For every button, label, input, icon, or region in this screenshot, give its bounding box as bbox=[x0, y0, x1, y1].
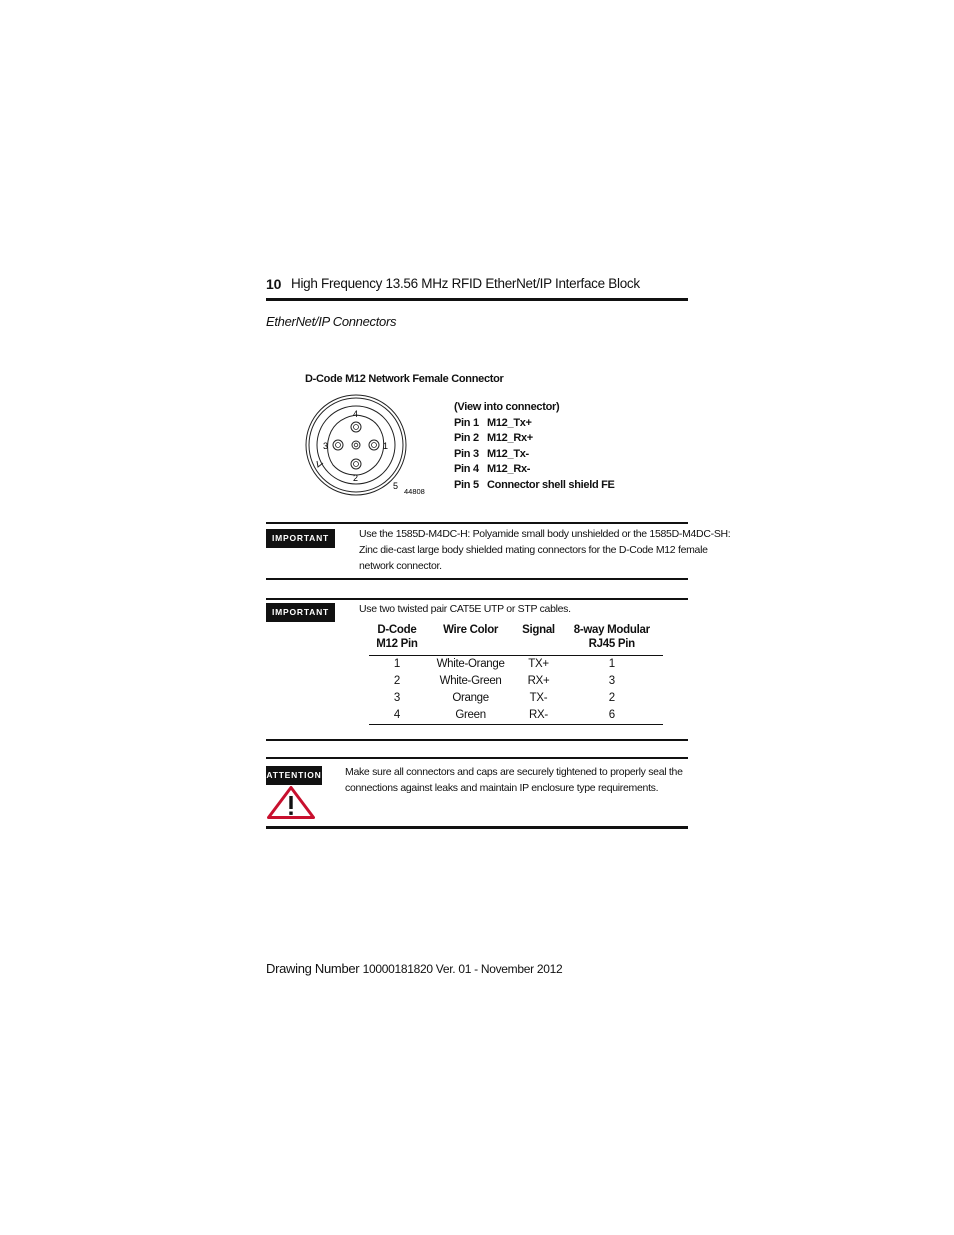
table-row: 1 White-Orange TX+ 1 bbox=[393, 658, 615, 670]
attention-bottom-rule bbox=[266, 826, 688, 829]
figure-number: 44808 bbox=[404, 487, 425, 496]
footer-value: 10000181820 Ver. 01 - November 2012 bbox=[362, 962, 563, 976]
important-2-top-rule bbox=[266, 598, 688, 600]
important-2-bottom-rule bbox=[266, 739, 688, 741]
attention-badge: ATTENTION bbox=[266, 766, 322, 785]
pin-label-3: 3 bbox=[323, 441, 329, 451]
section-title: EtherNet/IP Connectors bbox=[266, 314, 397, 329]
pin-label-5: 5 bbox=[393, 481, 399, 491]
page-number: 10 bbox=[266, 276, 282, 292]
pin-3-contact bbox=[333, 440, 343, 450]
pin-label-4: 4 bbox=[353, 409, 359, 419]
pin-label-2: 2 bbox=[353, 473, 359, 483]
pin-assignment-list bbox=[454, 400, 615, 494]
cable-pinout-table bbox=[369, 621, 663, 725]
pin-label-1: 1 bbox=[383, 441, 389, 451]
col-header-wire-color: Wire Color bbox=[425, 621, 517, 656]
important-1-text: Use the 1585D-M4DC-H: Polyamide small body unshielded or the 1585D-M4DC-SH: Zinc die-cast large body shielded mating connectors for the D-Code M12 female network connector. bbox=[359, 528, 731, 572]
header-title: High Frequency 13.56 MHz RFID EtherNet/IP Interface Block bbox=[291, 276, 640, 291]
important-2-text: Use two twisted pair CAT5E UTP or STP cables. bbox=[359, 603, 571, 615]
header-rule bbox=[266, 298, 688, 301]
pin-1-contact bbox=[369, 440, 379, 450]
footer-label: Drawing Number bbox=[266, 961, 360, 976]
attention-top-rule bbox=[266, 757, 688, 759]
col-header-m12-pin: D-Code M12 Pin bbox=[369, 621, 425, 656]
table-row: 3 Orange TX- 2 bbox=[393, 692, 615, 704]
warning-triangle-icon bbox=[267, 786, 315, 819]
important-1-bottom-rule bbox=[266, 578, 688, 580]
pin-row: Pin 2 M12_Rx+ bbox=[454, 432, 533, 445]
table-row: 4 Green RX- 6 bbox=[369, 707, 663, 725]
pin-5-contact bbox=[352, 441, 360, 449]
col-header-rj45-pin: 8-way Modular RJ45 Pin bbox=[561, 621, 663, 656]
footer-drawing-number bbox=[266, 961, 562, 976]
m12-connector-diagram bbox=[300, 393, 435, 498]
table-header-row bbox=[369, 621, 663, 656]
pin-4-contact bbox=[351, 422, 361, 432]
col-header-signal: Signal bbox=[516, 621, 560, 656]
important-1-top-rule bbox=[266, 522, 688, 524]
pin-row: Pin 1 M12_Tx+ bbox=[454, 416, 532, 429]
pin-row: Pin 4 M12_Rx- bbox=[454, 463, 531, 476]
important-badge: IMPORTANT bbox=[266, 529, 335, 548]
view-label: (View into connector) bbox=[454, 401, 560, 413]
pin-row: Pin 3 M12_Tx- bbox=[454, 447, 529, 460]
pin-2-contact bbox=[351, 459, 361, 469]
important-badge: IMPORTANT bbox=[266, 603, 335, 622]
connector-title: D-Code M12 Network Female Connector bbox=[305, 373, 504, 385]
table-row: 2 White-Green RX+ 3 bbox=[393, 675, 615, 687]
attention-text: Make sure all connectors and caps are securely tightened to properly seal the connections against leaks and maintain IP enclosure type requirements. bbox=[345, 766, 683, 794]
pin-row: Pin 5 Connector shell shield FE bbox=[454, 478, 615, 491]
